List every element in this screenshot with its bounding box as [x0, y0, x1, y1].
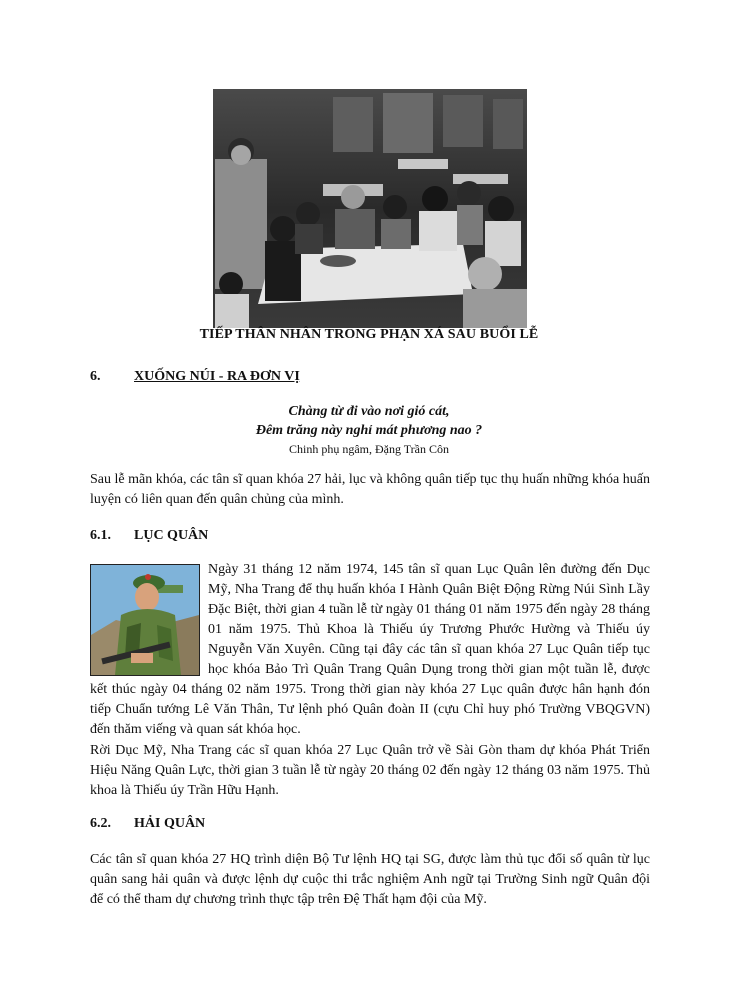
- section-6-1-number: 6.1.: [90, 528, 111, 543]
- soldier-clipart: [90, 564, 200, 676]
- section-6-2-number: 6.2.: [90, 816, 111, 831]
- reception-photo: [213, 89, 527, 328]
- section-6-title: XUỐNG NÚI - RA ĐƠN VỊ: [134, 369, 300, 384]
- poem-line-1: Chàng từ đi vào nơi gió cát,: [288, 404, 450, 419]
- poem-quote: [0, 402, 738, 459]
- section-6-1-body: [90, 560, 650, 740]
- soldier-clipart-illustration: [91, 565, 199, 675]
- section-6-1-paragraph-2: Rời Dục Mỹ, Nha Trang các sĩ quan khóa 27 Lục Quân trở về Sài Gòn tham dự khóa Phát Triển Hiệu Năng Quân Lực, thời gian 3 tuần lễ từ ngày 20 tháng 02 đến ngày 12 tháng 03 năm 1975. Thủ khoa là Thiếu úy Trần Hữu Hạnh.: [90, 743, 650, 798]
- section-6-number: 6.: [90, 369, 101, 384]
- section-6-2-title: HẢI QUÂN: [134, 816, 206, 831]
- reception-photo-illustration: [213, 89, 527, 328]
- section-6-1-paragraph-1: Ngày 31 tháng 12 năm 1974, 145 tân sĩ quan Lục Quân lên đường đến Dục Mỹ, Nha Trang để thụ huấn khóa I Hành Quân Biệt Động Rừng Núi Sình Lầy Đặc Biệt, thời gian 4 tuần lễ từ ngày 01 tháng 01 năm 1975 đến ngày 28 tháng 01 năm 1975. Thủ Khoa là Thiếu úy Trương Phước Hường và Thiếu úy Nguyễn Văn Xuyên. Cũng tại đây các tân sĩ quan khóa 27 Lục Quân tiếp tục học khóa Bảo Trì Quân Trang Quân Dụng trong thời gian một tuần lễ, được kết thúc ngày 04 tháng 02 năm 1975. Trong thời gian này khóa 27 Lục quân được hân hạnh đón tiếp Chuẩn tướng Lê Văn Thân, Tư lệnh phó Quân đoàn II (cựu Chỉ huy phó Trường VBQGVN) đến thăm viếng và quan sát khóa học.: [90, 562, 650, 737]
- section-6-2-paragraph-1: Các tân sĩ quan khóa 27 HQ trình diện Bộ Tư lệnh HQ tại SG, được làm thủ tục đổi số quân từ lục quân sang hải quân và được lệnh dự cuộc thi trắc nghiệm Anh ngữ tại Trường Sinh ngữ Quân đội để có thể tham dự chương trình thực tập trên Đệ Thất hạm đội của Mỹ.: [90, 852, 650, 907]
- section-6-1-title: LỤC QUÂN: [134, 528, 209, 543]
- section-6-intro: Sau lễ mãn khóa, các tân sĩ quan khóa 27 hải, lục và không quân tiếp tục thụ huấn những khóa huấn luyện có liên quan đến quân chủng của mình.: [90, 472, 650, 507]
- poem-attribution: Chinh phụ ngâm, Đặng Trần Côn: [288, 442, 449, 456]
- photo-caption: TIẾP THÂN NHÂN TRONG PHẠN XÁ SAU BUỔI LỄ: [199, 327, 539, 342]
- poem-line-2: Đêm trăng này nghỉ mát phương nao ?: [255, 423, 483, 438]
